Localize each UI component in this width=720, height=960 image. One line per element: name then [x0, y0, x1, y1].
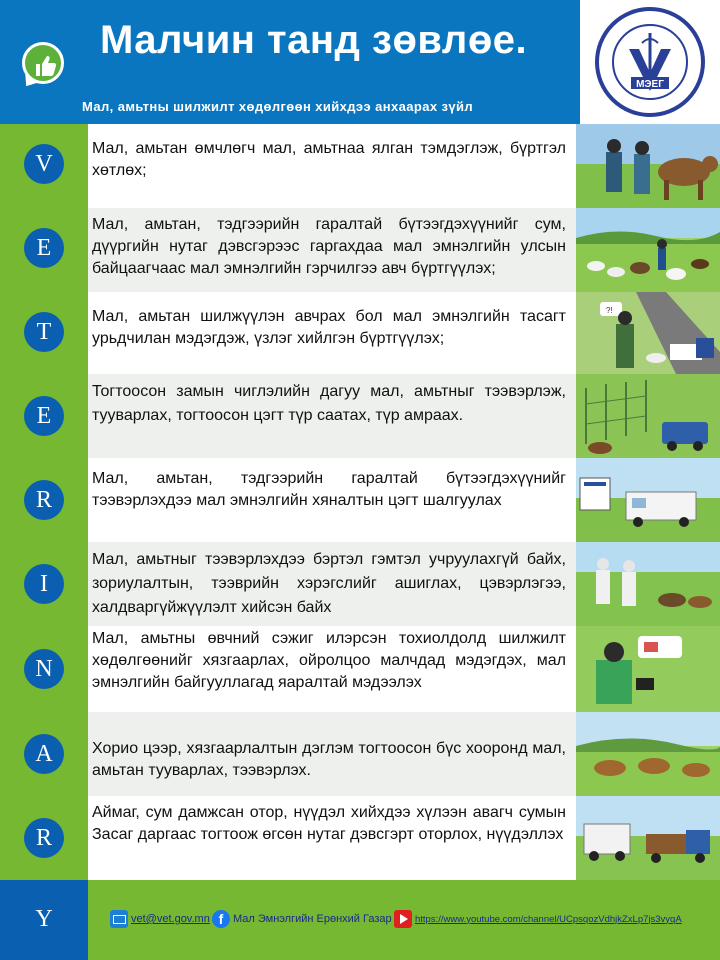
row-text: Мал, амьтныг тээвэрлэхдээ бэртэл гэмтэл учруулахгүй байх, зориулалтын, тээврийн хэрэгслийг ашиглах, цэвэрлэгээ, халдваргүйжүүлэлт хийсэн байх	[88, 542, 576, 626]
facebook-icon: f	[212, 910, 230, 928]
herd-pasture-illustration	[576, 208, 720, 292]
youtube-link[interactable]: https://www.youtube.com/channel/UCpsqozVdhjkZxLp7js3vyqA	[415, 913, 682, 925]
herder-cattle-illustration	[576, 124, 720, 208]
logo-text: МЭЕГ	[636, 79, 664, 90]
row-letter: E	[24, 396, 64, 436]
agency-logo	[580, 0, 720, 124]
page-subtitle: Мал, амьтны шилжилт хөдөлгөөн хийхдээ анхаарах зүйл	[82, 99, 474, 114]
youtube-contact[interactable]	[394, 910, 682, 928]
row-text: Мал, амьтан шилжүүлэн авчрах бол мал эмнэлгийн тасагт урьдчилан мэдэгдэж, үзлэг хийлгэн бүртгүүлэх;	[88, 292, 576, 374]
disinfection-illustration	[576, 542, 720, 626]
row-letter: R	[24, 480, 64, 520]
email-link[interactable]: vet@vet.gov.mn	[131, 913, 210, 925]
row-letter: T	[24, 312, 64, 352]
list-item	[0, 374, 720, 458]
herder-phone-illustration	[576, 626, 720, 712]
list-item	[0, 208, 720, 292]
row-letter: A	[24, 734, 64, 774]
footer	[0, 880, 720, 960]
row-letter: I	[24, 564, 64, 604]
row-text: Мал, амьтан, тэдгээрийн гаралтай бүтээгдэхүүнийг тээвэрлэхдээ мал эмнэлгийн хяналтын цэгт шалгуулах	[88, 458, 576, 542]
list-item	[0, 458, 720, 542]
thumbs-up-icon	[22, 42, 64, 84]
row-text: Мал, амьтны өвчний сэжиг илэрсэн тохиолдолд шилжилт хөдөлгөөнийг хязгаарлах, ойролцоо малчдад мэдэгдэх, мал эмнэлгийн байгууллагад яаралтай мэдээлэх	[88, 626, 576, 712]
row-text: Аймаг, сум дамжсан отор, нүүдэл хийхдээ хүлээн авагч сумын Засаг даргаас тогтоож өгсөн нутаг дэвсгэрт оторлох, нүүдэллэх	[88, 796, 576, 880]
row-letter: E	[24, 228, 64, 268]
row-letter: V	[24, 144, 64, 184]
checkpoint-illustration	[576, 458, 720, 542]
row-text: Хорио цээр, хязгаарлалтын дэглэм тогтоосон бүс хооронд мал, амьтан тууварлах, тээвэрлэх.	[88, 712, 576, 796]
row-text: Мал, амьтан, тэдгээрийн гаралтай бүтээгдэхүүнийг сум, дүүргийн нутаг дэвсгэрээс гаргахдаа мал эмнэлгийн улсын байцаагчаас мал эмнэлгийн гэрчилгээ авч бүртгүүлэх;	[88, 208, 576, 292]
youtube-icon	[394, 910, 412, 928]
row-letter: R	[24, 818, 64, 858]
camel-caravan-illustration	[576, 712, 720, 796]
row-letter: N	[24, 649, 64, 689]
row-text: Тогтоосон замын чиглэлийн дагуу мал, амьтныг тээвэрлэж, тууварлах, тогтоосон цэгт түр саатах, түр амраах.	[88, 374, 576, 458]
relocation-truck-illustration	[576, 796, 720, 880]
fenced-route-illustration	[576, 374, 720, 458]
row-text: Мал, амьтан өмчлөгч мал, амьтнаа ялган тэмдэглэж, бүртгэл хөтлөх;	[88, 124, 576, 208]
list-item	[0, 292, 720, 374]
page-title: Малчин танд зөвлөе.	[100, 18, 528, 62]
svg-text:?!: ?!	[606, 306, 613, 315]
road-transport-illustration	[576, 292, 720, 374]
list-item	[0, 796, 720, 880]
header	[0, 0, 720, 124]
email-icon	[110, 910, 128, 928]
facebook-link[interactable]: Мал Эмнэлгийн Ерөнхий Газар	[233, 913, 392, 925]
list-item	[0, 124, 720, 208]
footer-letter: Y	[0, 880, 88, 960]
list-item	[0, 712, 720, 796]
list-item	[0, 542, 720, 626]
facebook-contact[interactable]	[212, 910, 392, 928]
email-contact[interactable]	[110, 910, 210, 928]
list-item	[0, 626, 720, 712]
